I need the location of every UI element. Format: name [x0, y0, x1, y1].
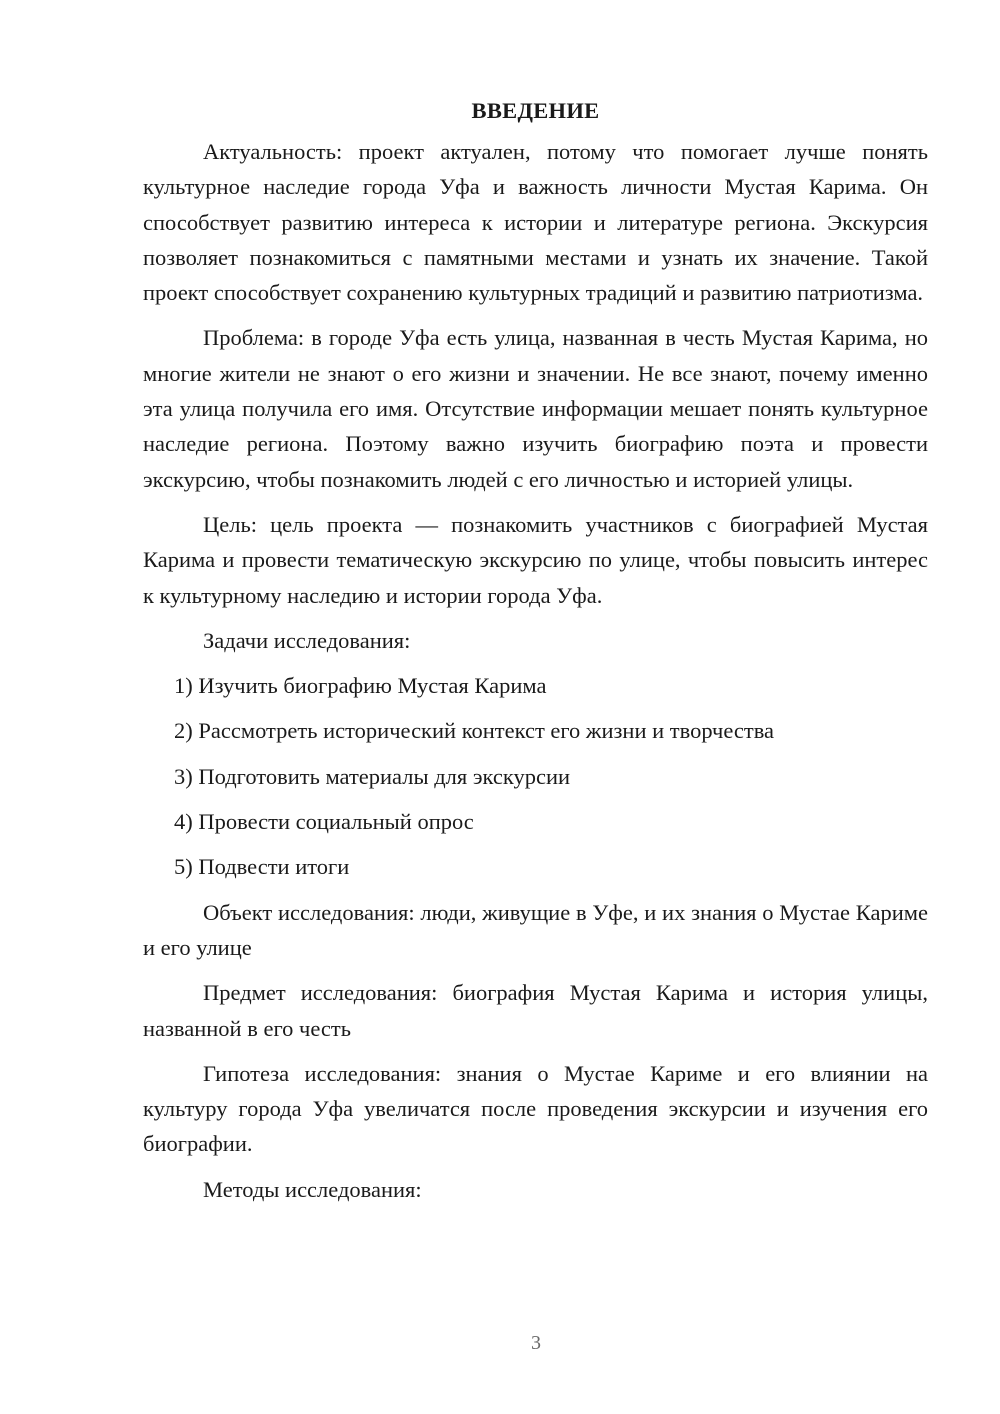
document-title: ВВЕДЕНИЕ [471, 98, 600, 123]
paragraph-subject: Предмет исследования: биография Мустая Карима и история улицы, названной в его честь [143, 980, 928, 1041]
page-content [143, 96, 928, 1217]
paragraph-object: Объект исследования: люди, живущие в Уфе, и их знания о Мустае Кариме и его улице [143, 899, 928, 960]
paragraph-problem: Проблема: в городе Уфа есть улица, названная в честь Мустая Карима, но многие жители не знают о его жизни и значении. Не все знают, почему именно эта улица получила его имя. Отсутствие информации мешает понять культурное наследие региона. Поэтому важно изучить биографию поэта и провести экскурсию, чтобы познакомить людей с его личностью и историей улицы. [143, 325, 928, 492]
paragraph-goal: Цель: цель проекта — познакомить участников с биографией Мустая Карима и провести тематическую экскурсию по улице, чтобы повысить интерес к культурному наследию и истории города Уфа. [143, 511, 928, 608]
task-item: 5) Подвести итоги [174, 854, 350, 880]
tasks-list [143, 668, 928, 884]
paragraph-hypothesis: Гипотеза исследования: знания о Мустае Кариме и его влиянии на культуру города Уфа увеличатся после проведения экскурсии и изучения его биографии. [143, 1060, 928, 1157]
task-item: 3) Подготовить материалы для экскурсии [174, 763, 571, 789]
task-item: 1) Изучить биографию Мустая Карима [174, 673, 547, 699]
task-item: 2) Рассмотреть исторический контекст его жизни и творчества [174, 718, 775, 744]
tasks-heading: Задачи исследования: [203, 627, 411, 653]
task-item: 4) Провести социальный опрос [174, 809, 474, 835]
page-number: 3 [531, 1332, 541, 1354]
methods-heading: Методы исследования: [203, 1176, 422, 1202]
paragraph-relevance: Актуальность: проект актуален, потому что помогает лучше понять культурное наследие города Уфа и важность личности Мустая Карима. Он способствует развитию интереса к истории и литературе региона. Экскурсия позволяет познакомиться с памятными местами и узнать их значение. Такой проект способствует сохранению культурных традиций и развитию патриотизма. [143, 139, 928, 306]
